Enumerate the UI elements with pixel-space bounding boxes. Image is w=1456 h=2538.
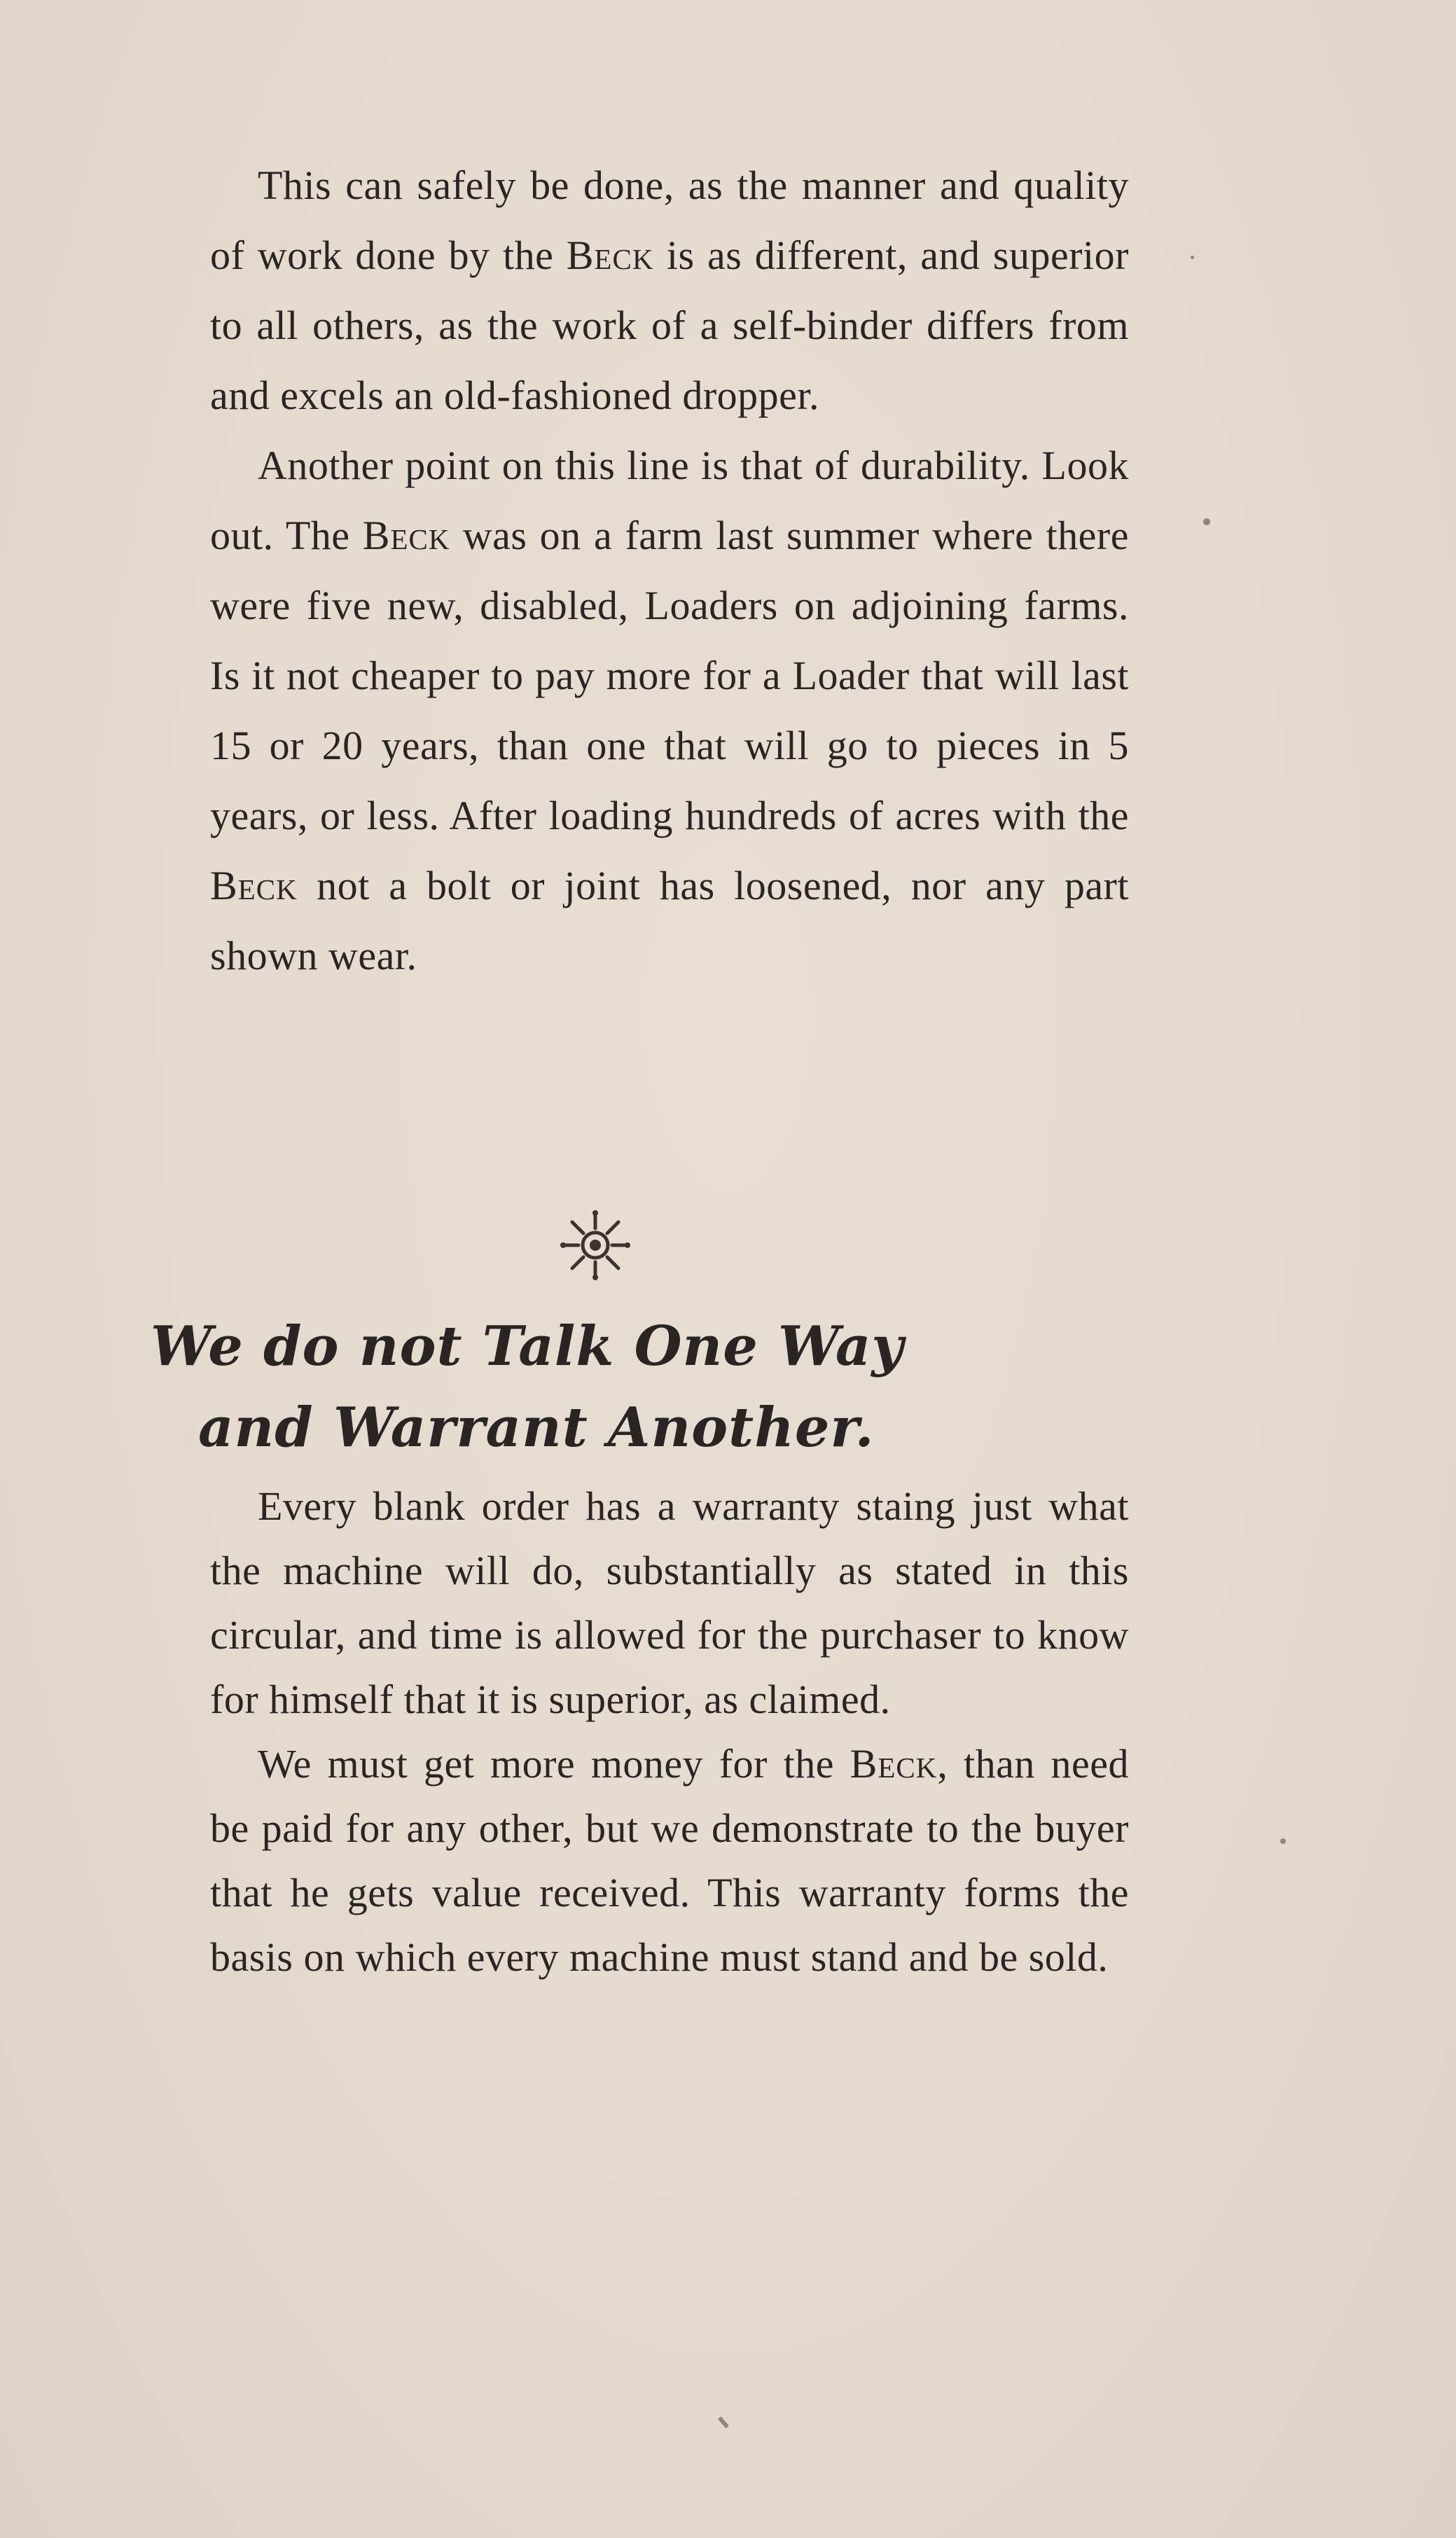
paragraph-manner-text-1: This can safely be done, as the manner and quality of work done by the — [210, 162, 1129, 278]
paragraph-warranty: Every blank order has a warranty staing just what the machine will do, substantially as stated in this circular, and time is allowed for the purchaser to know for himself that it is superior, as claimed. — [210, 1483, 1129, 1722]
paragraph-durability-text-3: not a bolt or joint has loosened, nor any part shown wear. — [210, 863, 1129, 978]
brand-name-beck: Beck — [210, 863, 298, 908]
paragraph-value-text-2: , than need be paid for any other, but we demonstrate to the buyer that he gets value received. This warranty forms the basis on which every machine must stand and be sold. — [210, 1741, 1130, 1980]
paragraph-manner — [210, 151, 1129, 431]
brand-name-beck: Beck — [566, 233, 654, 278]
paragraph-durability-text-1: Another point on this line is that of durability. Look out. The — [210, 443, 1129, 558]
paper-speck — [718, 2416, 729, 2429]
paper-speck — [1280, 1838, 1286, 1844]
brand-name-beck: Beck — [850, 1741, 938, 1787]
section-heading-line-2: and Warrant Another. — [198, 1396, 875, 1459]
paragraph-value-text-1: We must get more money for the — [258, 1741, 850, 1787]
paragraph-durability — [210, 431, 1129, 991]
brand-name-beck: Beck — [362, 513, 450, 558]
section-heading-line-1: We do not Talk One Way — [151, 1315, 904, 1378]
sun-ornament-icon — [560, 1210, 630, 1280]
paper-speck — [1203, 518, 1210, 525]
paragraph-value — [210, 1732, 1129, 1990]
paragraph-manner-text-2: is as different, and superior to all others, as the work of a self-binder differs from and excels an old-fashioned dropper. — [210, 233, 1129, 418]
body-text-bottom — [210, 1474, 1129, 1990]
paper-speck — [1191, 256, 1194, 259]
body-text-top — [210, 151, 1129, 991]
section-heading — [151, 1306, 1201, 1469]
paragraph-durability-text-2: was on a farm last summer where there were five new, disabled, Loaders on adjoining farms. Is it not cheaper to pay more for a Loader that will last 15 or 20 years, than one that will go to pieces in 5 years, or less. After loading hundreds of acres with the — [210, 513, 1129, 838]
